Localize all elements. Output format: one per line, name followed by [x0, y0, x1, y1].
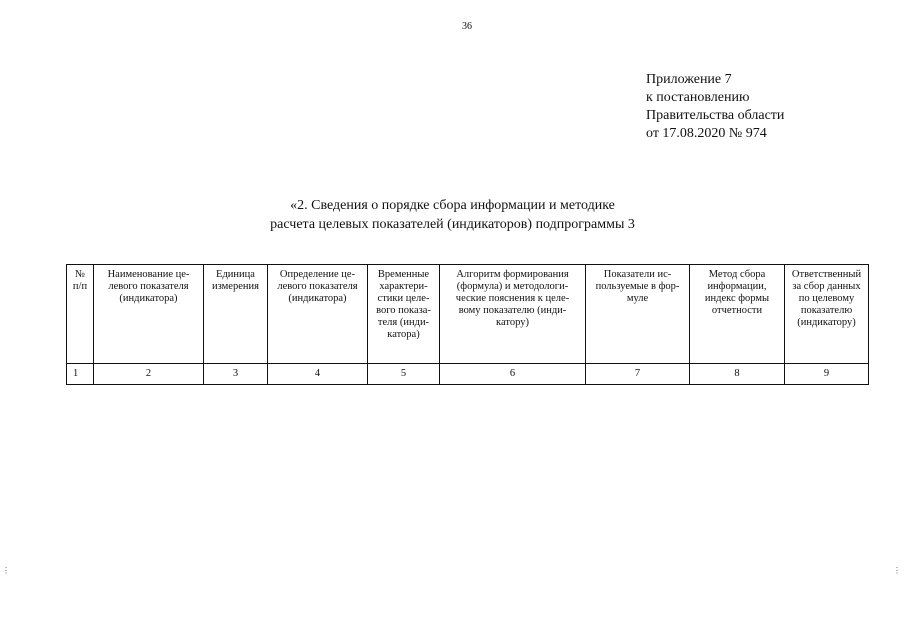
table-cell: 4: [268, 364, 368, 385]
table-row: [67, 364, 869, 385]
table-cell: 6: [440, 364, 586, 385]
table-header-row: [67, 265, 869, 364]
appendix-line: от 17.08.2020 № 974: [646, 126, 767, 141]
page-number: 36: [462, 21, 472, 32]
table-cell: 1: [67, 364, 94, 385]
document-title-line: «2. Сведения о порядке сбора информации и методике: [290, 198, 615, 213]
header-unit: Единица измерения: [204, 265, 268, 364]
table-cell: 3: [204, 364, 268, 385]
scan-edge-mark-left: ⋮: [2, 566, 10, 575]
appendix-line: к постановлению: [646, 90, 750, 105]
header-definition: Определение це- левого показателя (индикатора): [268, 265, 368, 364]
appendix-line: Приложение 7: [646, 72, 732, 87]
header-number: № п/п: [67, 265, 94, 364]
header-algorithm: Алгоритм формирования (формула) и методологи- ческие пояснения к целе- вому показателю (инди- катору): [440, 265, 586, 364]
appendix-line: Правительства области: [646, 108, 785, 123]
header-responsible: Ответственный за сбор данных по целевому показателю (индикатору): [785, 265, 869, 364]
document-title-line: расчета целевых показателей (индикаторов) подпрограммы 3: [270, 217, 635, 232]
table-cell: 9: [785, 364, 869, 385]
appendix-block: [646, 71, 784, 143]
table-cell: 5: [368, 364, 440, 385]
table-cell: 7: [586, 364, 690, 385]
header-time-characteristics: Временные характери- стики целе- вого показа- теля (инди- катора): [368, 265, 440, 364]
header-formula-indicators: Показатели ис- пользуемые в фор- муле: [586, 265, 690, 364]
header-collection-method: Метод сбора информации, индекс формы отчетности: [690, 265, 785, 364]
header-indicator-name: Наименование це- левого показателя (индикатора): [94, 265, 204, 364]
table-cell: 2: [94, 364, 204, 385]
table-cell: 8: [690, 364, 785, 385]
indicators-table: [66, 264, 869, 385]
document-title: [0, 196, 905, 234]
scan-edge-mark-right: ⋮: [893, 566, 901, 575]
